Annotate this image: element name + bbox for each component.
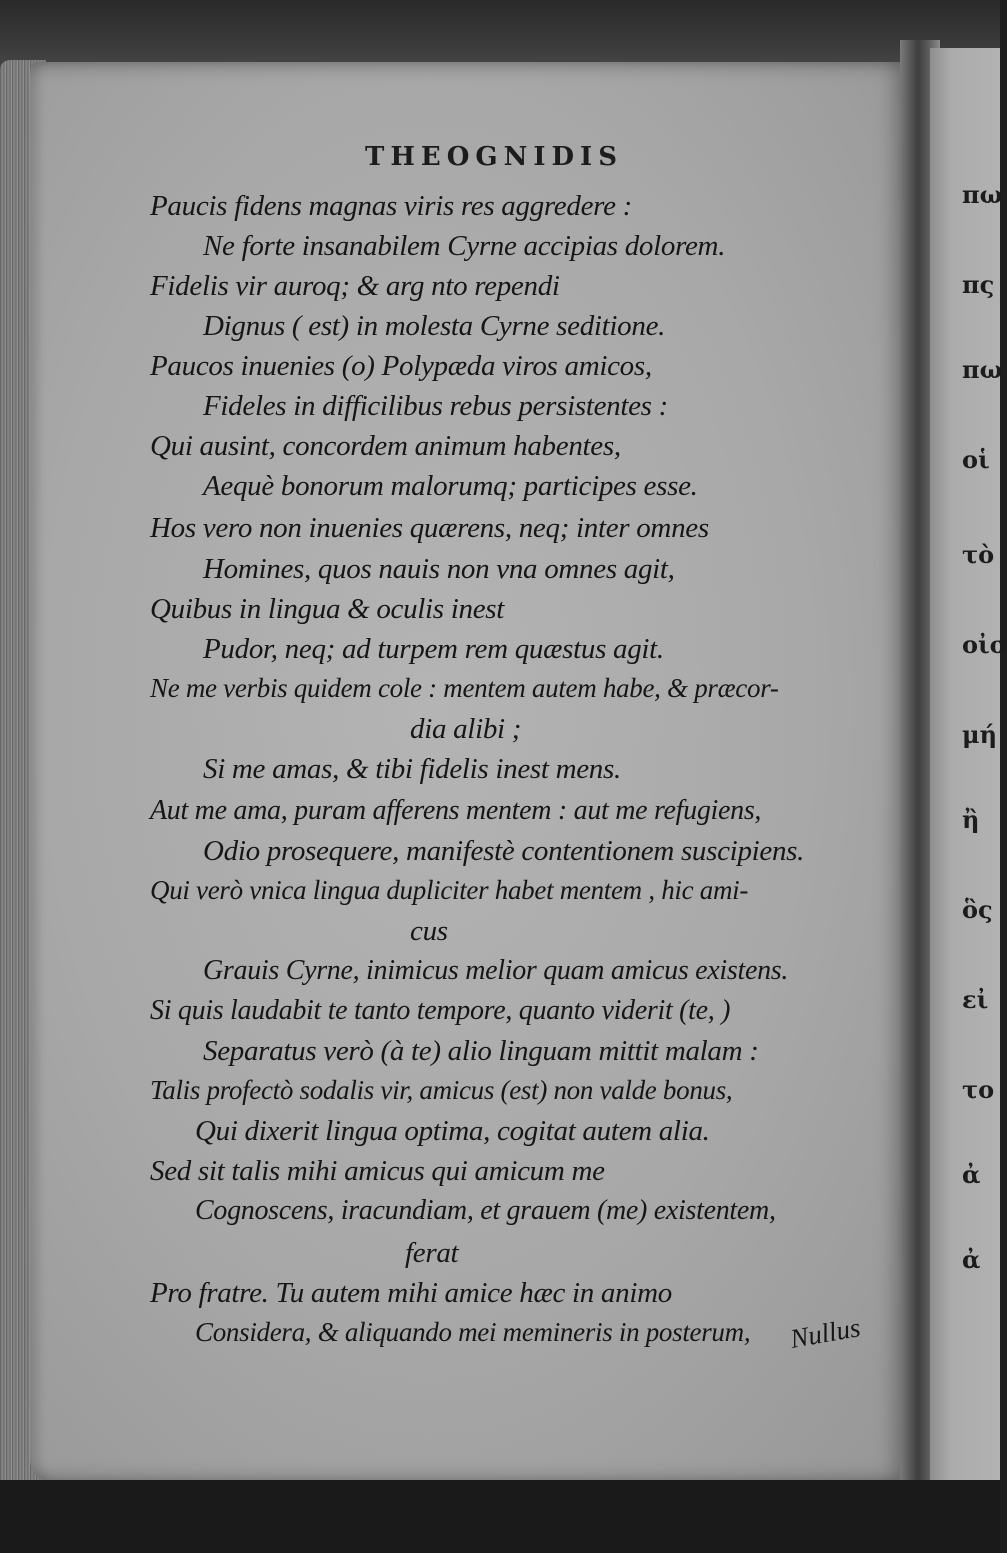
verse-line: Paucos inuenies (o) Polypæda viros amicos, [150,350,652,382]
verse-line: Separatus verò (à te) alio linguam mittit malam : [203,1035,759,1067]
verse-line: Sed sit talis mihi amicus qui amicum me [150,1155,605,1187]
verse-line: Qui dixerit lingua optima, cogitat autem alia. [195,1115,710,1147]
facing-page-fragment: ὃς [962,895,993,924]
verse-line: Dignus ( est) in molesta Cyrne seditione. [203,310,666,342]
verse-line: dia alibi ; [410,713,522,745]
verse-line: Ne forte insanabilem Cyrne accipias dolorem. [203,230,726,262]
facing-page-fragment: εἰ [962,985,989,1014]
verse-line: Fideles in difficilibus rebus persistentes : [203,390,668,422]
verse-line: Fidelis vir auroq; & arg nto rependi [150,270,560,302]
facing-page-fragment: πω [962,180,1003,209]
verse-line: cus [410,915,448,947]
verse-line: Talis profectò sodalis vir, amicus (est) non valde bonus, [150,1075,733,1105]
verse-line: Quibus in lingua & oculis inest [150,593,505,625]
verse-line: Qui ausint, concordem animum habentes, [150,430,621,462]
facing-page-fragment: το [962,1075,995,1104]
facing-page-fragment: πς [962,270,995,299]
facing-page-fragment: ἀ [962,1245,981,1274]
facing-page-fragment: ἀ [962,1160,981,1189]
catchword: Nullus [787,1312,863,1354]
facing-page-fragment: οἰσ [962,630,1007,659]
verse-line: Hos vero non inuenies quærens, neq; inter omnes [150,512,709,544]
verse-line: Pro fratre. Tu autem mihi amice hæc in animo [150,1277,672,1309]
verse-line: Qui verò vnica lingua dupliciter habet mentem , hic ami- [150,875,749,905]
verse-line: Paucis fidens magnas viris res aggredere : [150,190,632,222]
verse-line: Aut me ama, puram afferens mentem : aut me refugiens, [150,795,762,826]
facing-page-fragment: τὸ [962,540,995,569]
running-head: THEOGNIDIS [365,142,623,172]
verse-line: Homines, quos nauis non vna omnes agit, [203,553,675,585]
verse-line: Aequè bonorum malorumq; participes esse. [203,470,698,502]
facing-page-fragment: πω [962,355,1003,384]
verse-line: Cognoscens, iracundiam, et grauem (me) existentem, [195,1195,776,1226]
verse-line: Si me amas, & tibi fidelis inest mens. [203,753,621,785]
facing-page-fragment: ἢ [962,805,980,834]
verse-line: Odio prosequere, manifestè contentionem suscipiens. [203,835,805,867]
verse-line: ferat [405,1237,459,1269]
verse-line: Considera, & aliquando mei memineris in posterum, [195,1317,751,1347]
verse-line: Pudor, neq; ad turpem rem quæstus agit. [203,633,664,665]
verse-line: Si quis laudabit te tanto tempore, quanto viderit (te, ) [150,995,731,1026]
verse-line: Ne me verbis quidem cole : mentem autem habe, & præcor- [150,673,779,703]
facing-page-fragment: μή [962,720,998,749]
verse-line: Grauis Cyrne, inimicus melior quam amicus existens. [203,955,789,986]
facing-page-fragment: οἱ [962,445,990,474]
